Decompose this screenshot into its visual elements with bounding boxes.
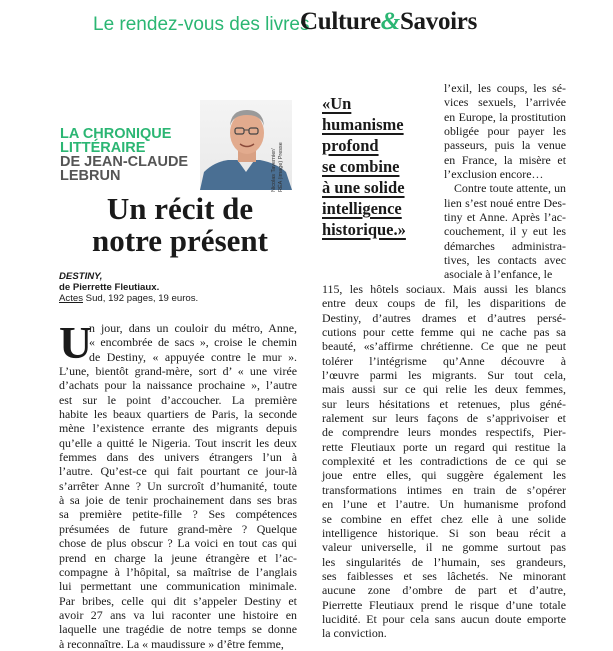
text-line: vices sexuels, l’arrivée <box>444 95 566 110</box>
brand-part1: Culture <box>300 8 381 35</box>
book-publisher: Actes Sud, 192 pages, 19 euros. <box>59 293 199 304</box>
text-line: compagne à l’hôpital, sa maîtrise de l’anglais <box>59 564 297 579</box>
text-line: obligée pour payer les <box>444 124 566 139</box>
text-line: de comprendre leurs mondes respectifs, Pier- <box>322 425 566 440</box>
text-line: couchement, il y eut les <box>444 224 566 239</box>
chronicle-label-2: LITTÉRAIRE <box>60 140 146 156</box>
text-line: à reconnaître. La « maudissure » d’être femme, <box>59 636 284 651</box>
text-line: lien s’est noué entre Des- <box>444 195 566 210</box>
text-line: s’arrêter Anne ? Un surcroît d’humanité, toute <box>59 478 297 493</box>
brand-part2: Savoirs <box>399 8 478 35</box>
text-line: Destiny, d’autres drames et d’autres persé- <box>322 310 566 325</box>
article-column-2-bottom <box>322 282 566 641</box>
brand-logo <box>300 8 477 36</box>
article-column-1 <box>59 317 297 651</box>
text-line: de Destiny, « appuyée contre le mur ». <box>89 349 297 364</box>
text-line: prend en charge la jeune étrangère et l’ac- <box>59 550 297 565</box>
text-line: valeur universelle, il ne gomme surtout pas <box>322 540 566 555</box>
chronicle-label-1: LA CHRONIQUE <box>60 126 172 142</box>
text-line: cutions pour cette femme qui ne cache pas sa <box>322 325 566 340</box>
article-column-2-top <box>444 81 566 282</box>
text-line: ralement sur leurs façons de s’apprivoiser et <box>322 411 566 426</box>
text-line: présumées de future grand-mère ? Quelque <box>59 521 297 536</box>
text-line: femmes dans des univers étrangers l’un à <box>59 450 297 465</box>
text-line: l’œuvre parmi les migrants. Sur tout cela, <box>322 368 566 383</box>
text-line: sur leurs hésitations et retenues, plus géné- <box>322 396 566 411</box>
text-line: tives, les contacts avec <box>444 253 566 268</box>
text-line: d’achats pour la naissance prochaine », l’autre <box>59 378 297 393</box>
chronicle-author-2: LEBRUN <box>60 168 121 184</box>
text-line: l’exclusion encore… <box>444 167 544 182</box>
text-line: lucidité. Et pour cela sans aucun doute emporte <box>322 611 566 626</box>
text-line: asociale à l’enfance, le <box>444 267 553 282</box>
text-line: n jour, dans un couloir du métro, Anne, <box>89 321 297 335</box>
pull-quote <box>322 93 434 240</box>
section-title: Le rendez-vous des livres <box>93 14 310 35</box>
text-line: rette Fleutiaux porte un regard qui restitue la <box>322 439 566 454</box>
text-line: en France, la misère et <box>444 152 566 167</box>
text-line: se combine en effet chez elle à une solide <box>322 511 566 526</box>
text-line: beauté, «s’affirme chrétienne. Ce que ne peut <box>322 339 566 354</box>
text-line: à sa joie de tenir prochainement dans ses bras <box>59 493 297 508</box>
text-line: démarches administra- <box>444 238 566 253</box>
text-line: est sur le point d’accoucher. La première <box>59 392 297 407</box>
text-line: la conviction. <box>322 626 387 641</box>
pull-quote-line: historique.» <box>322 220 406 239</box>
pull-quote-line: humanisme <box>322 115 404 134</box>
text-line: l’exil, les coups, les sé- <box>444 81 566 95</box>
text-line: en l’une et l’autre. Un humanisme profond <box>322 497 566 512</box>
text-line: en Europe, la prostitution <box>444 109 566 124</box>
article-title <box>60 193 300 257</box>
text-line: mène l’existence errante des migrants depuis <box>59 421 297 436</box>
text-line: sa première petite-fille ? Ses compétences <box>59 507 297 522</box>
book-title: DESTINY, <box>59 271 103 282</box>
pull-quote-line: à une solide <box>322 178 405 197</box>
pull-quote-line: se combine <box>322 157 400 176</box>
text-line: les singularités de l’humain, ses grandeurs, <box>322 554 566 569</box>
text-line: qu’elle a quitté le Nigeria. Tout inscrit les deux <box>59 435 297 450</box>
text-line: aucune zone d’ombre de part et d’autre, <box>322 583 566 598</box>
text-line: chose de plus obscur ? La voici en tout cas qui <box>59 536 297 551</box>
pull-quote-line: «Un <box>322 94 352 113</box>
text-line: entre deux coups de fil, les disparitions de <box>322 296 566 311</box>
text-line: avoir 27 ans va lui raconter une histoire en <box>59 607 297 622</box>
text-line: transformations intimes en train de s’opérer <box>322 482 566 497</box>
pull-quote-line: profond <box>322 136 379 155</box>
text-line: mais aussi sur ce qui relie les deux femmes, <box>322 382 566 397</box>
text-line: laquelle une tragédie de notre temps se donne <box>59 622 297 637</box>
text-line: Par bribes, celle qui dit s’appeler Destiny et <box>59 593 297 608</box>
text-line: tiny et Anne. Après l’ac- <box>444 210 566 225</box>
text-line: tolérer l’intégrisme qu’Anne découvre à <box>322 353 566 368</box>
brand-ampersand: & <box>380 8 400 35</box>
text-line: lui permettant une communication minimale. <box>59 579 297 594</box>
text-line: ses faiblesses et ses lâchetés. Ne minorant <box>322 568 566 583</box>
text-line: l’autre. Qu’est-ce qui fait pourtant ce jour-là <box>59 464 297 479</box>
text-line: Contre toute attente, un <box>454 181 566 196</box>
text-line: passeurs, puis la venue <box>444 138 566 153</box>
text-line: intelligence historique. Si son beau récit a <box>322 525 566 540</box>
text-line: 115, les hôtels sociaux. Mais aussi les blancs <box>322 282 566 296</box>
text-line: Pierrette Fleutiaux prend le risque d’une totale <box>322 597 566 612</box>
text-line: joue entre elles, qui suggère également les <box>322 468 566 483</box>
text-line: habite les beaux quartiers de Paris, la seconde <box>59 407 297 422</box>
text-line: complexité et les contradictions de ce qui se <box>322 454 566 469</box>
pull-quote-line: intelligence <box>322 199 402 218</box>
photo-credit: Nicolas Tavernier/ RÉA (image) Presse <box>271 142 284 192</box>
text-line: L’une, bientôt grand-mère, sort d’ « une virée <box>59 364 297 379</box>
text-line: « encombrée de sacs », croise le chemin <box>89 335 297 350</box>
chronicle-author-1: DE JEAN-CLAUDE <box>60 154 189 170</box>
title-line-2: notre présent <box>92 223 268 258</box>
title-line-1: Un récit de <box>106 191 254 226</box>
book-author: de Pierrette Fleutiaux. <box>59 282 160 293</box>
drop-cap: U <box>59 317 93 368</box>
